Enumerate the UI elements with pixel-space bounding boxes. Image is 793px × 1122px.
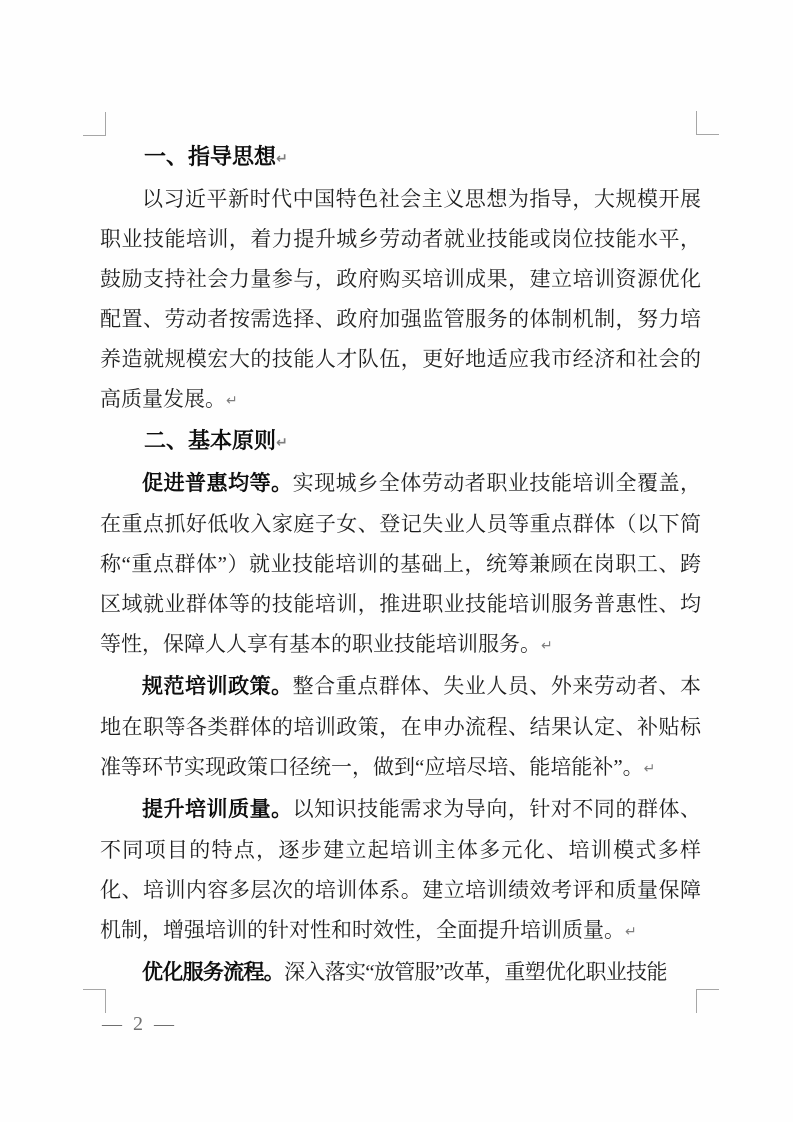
paragraph-mark-icon: ↵ xyxy=(625,924,637,940)
text-boundary-mark-top-left xyxy=(83,112,106,136)
section-heading-1 xyxy=(100,137,701,179)
section-heading-1-text: 一、指导思想 xyxy=(144,144,277,169)
section-heading-2-text: 二、基本原则 xyxy=(144,428,277,453)
paragraph-improve-quality xyxy=(100,789,701,952)
paragraph-optimize-service xyxy=(100,952,701,993)
paragraph-lead: 规范培训政策。 xyxy=(142,675,293,698)
paragraph-mark-icon: ↵ xyxy=(276,151,288,167)
document-body xyxy=(100,137,701,993)
paragraph-lead: 提升培训质量。 xyxy=(142,798,293,821)
paragraph-standardize-policy xyxy=(100,666,701,789)
paragraph-mark-icon: ↵ xyxy=(643,761,656,777)
paragraph-text: 深入落实“放管服”改革，重塑优化职业技能 xyxy=(284,960,667,984)
paragraph-mark-icon: ↵ xyxy=(541,638,553,654)
paragraph-mark-icon: ↵ xyxy=(226,393,238,409)
paragraph-lead: 优化服务流程。 xyxy=(142,961,285,984)
paragraph-text: 以习近平新时代中国特色社会主义思想为指导，大规模开展职业技能培训，着力提升城乡劳动者就业技能或岗位技能水平，鼓励支持社会力量参与，政府购买培训成果，建立培训资源优化配置、劳动者按需选择、政府加强监管服务的体制机制，努力培养造就规模宏大的技能人才队伍，更好地适应我市经济和社会的高质量发展。 xyxy=(100,187,701,411)
paragraph-universal-equality xyxy=(100,463,701,666)
text-boundary-mark-top-right xyxy=(696,111,719,135)
paragraph-text: 整合重点群体、失业人员、外来劳动者、本地在职等各类群体的培训政策，在申办流程、结果认定、补贴标准等环节实现政策口径统一，做到“应培尽培、能培能补”。 xyxy=(100,674,701,779)
paragraph-mark-icon: ↵ xyxy=(276,435,288,451)
section-heading-2 xyxy=(100,421,701,463)
paragraph-text: 以知识技能需求为导向，针对不同的群体、不同项目的特点，逐步建立起培训主体多元化、培训模式多样化、培训内容多层次的培训体系。建立培训绩效考评和质量保障机制，增强培训的针对性和时效性，全面提升培训质量。 xyxy=(100,797,701,942)
paragraph-lead: 促进普惠均等。 xyxy=(142,472,293,495)
page-number: — 2 — xyxy=(102,1013,177,1035)
paragraph-guiding-ideology xyxy=(100,179,701,421)
paragraph-text: 实现城乡全体劳动者职业技能培训全覆盖，在重点抓好低收入家庭子女、登记失业人员等重点群体（以下简称“重点群体”）就业技能培训的基础上，统筹兼顾在岗职工、跨区域就业群体等的技能培训，推进职业技能培训服务普惠性、均等性，保障人人享有基本的职业技能培训服务。 xyxy=(100,471,701,656)
